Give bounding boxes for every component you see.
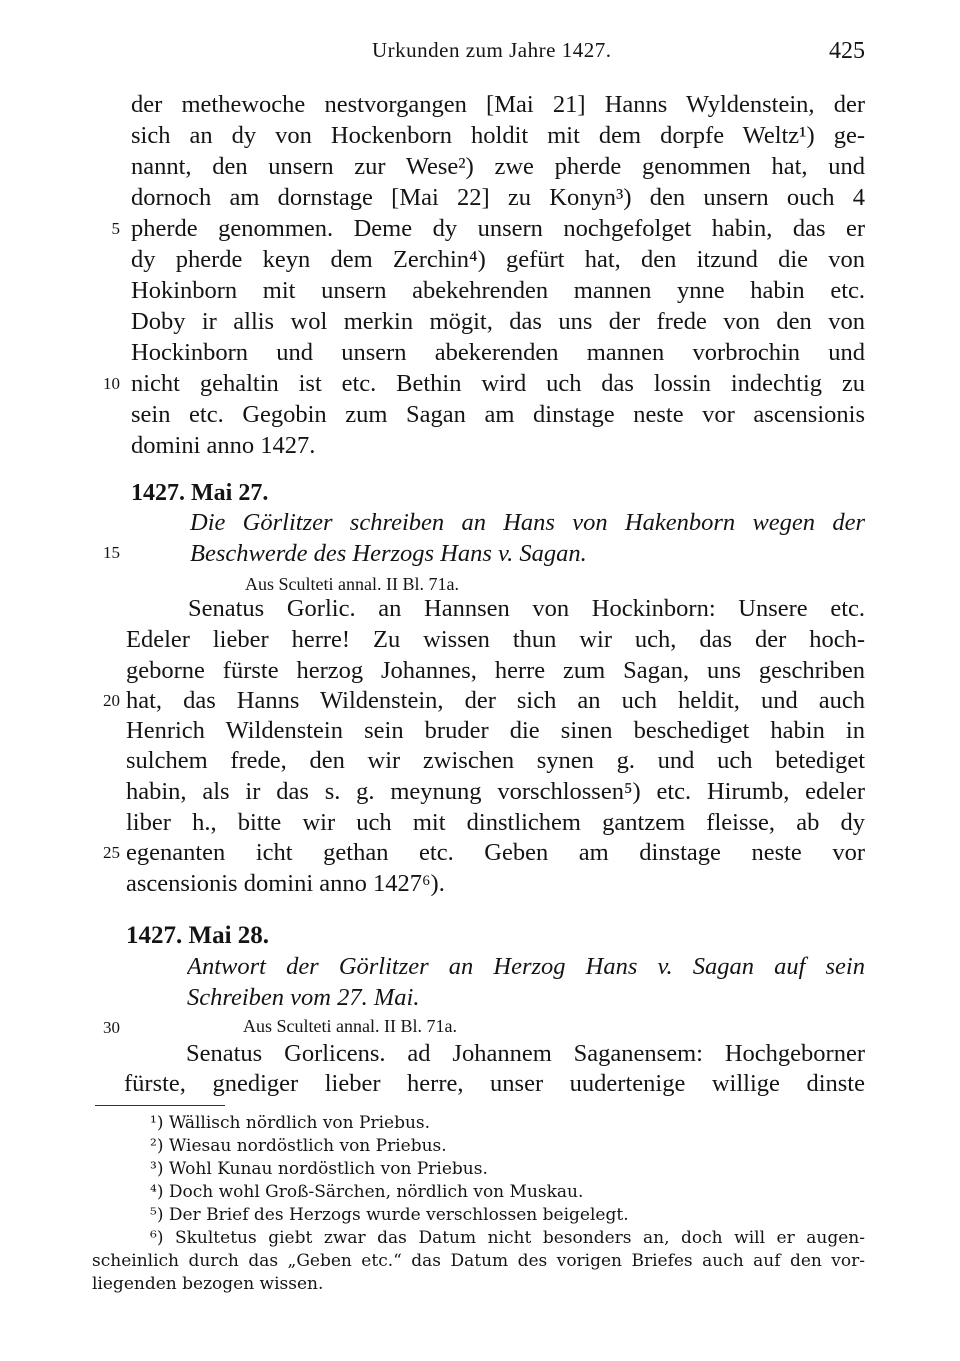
document-rubric: Antwort der Görlitzer an Herzog Hans v. Sagan auf sein — [187, 953, 865, 980]
document-rubric: Beschwerde des Herzogs Hans v. Sagan. — [190, 540, 587, 567]
footnote: ¹) Wällisch nördlich von Priebus. — [150, 1113, 431, 1133]
text-line: dy pherde keyn dem Zerchin⁴) gefürt hat, den itzund die von — [131, 246, 865, 273]
footnote: ⁶) Skultetus giebt zwar das Datum nicht besonders an, doch will er augen- — [150, 1228, 865, 1248]
footnote-divider — [95, 1105, 225, 1106]
text-line: nicht gehaltin ist etc. Bethin wird uch das lossin indechtig zu — [131, 370, 865, 397]
text-line: sulchem frede, den wir zwischen synen g. und uch betediget — [126, 747, 865, 774]
text-line: hat, das Hanns Wildenstein, der sich an uch heldit, und auch — [126, 687, 865, 714]
running-header — [0, 38, 960, 68]
text-line: sein etc. Gegobin zum Sagan am dinstage neste vor ascensionis — [131, 401, 865, 428]
text-line: egenanten icht gethan etc. Geben am dinstage neste vor — [126, 839, 865, 866]
text-line: habin, als ir das s. g. meynung vorschlossen⁵) etc. Hirumb, edeler — [126, 778, 865, 805]
footnote: scheinlich durch das „Geben etc.“ das Datum des vorigen Briefes auch auf den vor- — [92, 1251, 865, 1271]
text-line: pherde genommen. Deme dy unsern nochgefolget habin, das er — [131, 215, 865, 242]
line-number: 15 — [103, 543, 120, 562]
document-rubric: Schreiben vom 27. Mai. — [187, 984, 420, 1011]
text-line: dornoch am dornstage [Mai 22] zu Konyn³) den unsern ouch 4 — [131, 184, 865, 211]
text-line: geborne fürste herzog Johannes, herre zum Sagan, uns geschriben — [126, 657, 865, 684]
line-number: 10 — [103, 374, 120, 393]
text-line: Senatus Gorlic. an Hannsen von Hockinborn: Unsere etc. — [188, 595, 865, 622]
text-line: fürste, gnediger lieber herre, unser uudertenige willige dinste — [124, 1070, 865, 1097]
text-line: Hokinborn mit unsern abekehrenden mannen ynne habin etc. — [131, 277, 865, 304]
footnote: ⁴) Doch wohl Groß-Särchen, nördlich von Muskau. — [150, 1182, 584, 1202]
line-number: 30 — [103, 1018, 120, 1037]
page-number: 425 — [829, 38, 865, 64]
text-line: domini anno 1427. — [131, 432, 316, 459]
text-line: Senatus Gorlicens. ad Johannem Saganensem: Hochgeborner — [186, 1040, 865, 1067]
line-number: 5 — [111, 219, 120, 238]
text-line: liber h., bitte wir uch mit dinstlichem gantzem fleisse, ab dy — [126, 809, 865, 836]
document-date: 1427. Mai 28. — [126, 922, 270, 949]
text-line: Doby ir allis wol merkin mögit, das uns der frede von den von — [131, 308, 865, 335]
text-line: Henrich Wildenstein sein bruder die sinen beschediget habin in — [126, 717, 865, 744]
line-number: 20 — [103, 691, 120, 710]
text-line: Hockinborn und unsern abekerenden mannen vorbrochin und — [131, 339, 865, 366]
line-number: 25 — [103, 843, 120, 862]
text-line: der methewoche nestvorgangen [Mai 21] Hanns Wyldenstein, der — [131, 91, 865, 118]
document-rubric: Die Görlitzer schreiben an Hans von Hakenborn wegen der — [190, 509, 865, 536]
source-note: Aus Sculteti annal. II Bl. 71a. — [245, 574, 459, 594]
text-line: Edeler lieber herre! Zu wissen thun wir uch, das der hoch- — [126, 626, 865, 653]
source-note: Aus Sculteti annal. II Bl. 71a. — [243, 1016, 457, 1036]
footnote: ²) Wiesau nordöstlich von Priebus. — [150, 1136, 447, 1156]
text-line: ascensionis domini anno 1427⁶). — [126, 870, 445, 897]
footnote: liegenden bezogen wissen. — [92, 1274, 324, 1294]
text-line: sich an dy von Hockenborn holdit mit dem dorpfe Weltz¹) ge- — [131, 122, 865, 149]
footnote: ³) Wohl Kunau nordöstlich von Priebus. — [150, 1159, 488, 1179]
document-date: 1427. Mai 27. — [131, 480, 269, 506]
running-title: Urkunden zum Jahre 1427. — [372, 38, 612, 62]
text-line: nannt, den unsern zur Wese²) zwe pherde genommen hat, und — [131, 153, 865, 180]
footnote: ⁵) Der Brief des Herzogs wurde verschlossen beigelegt. — [150, 1205, 629, 1225]
